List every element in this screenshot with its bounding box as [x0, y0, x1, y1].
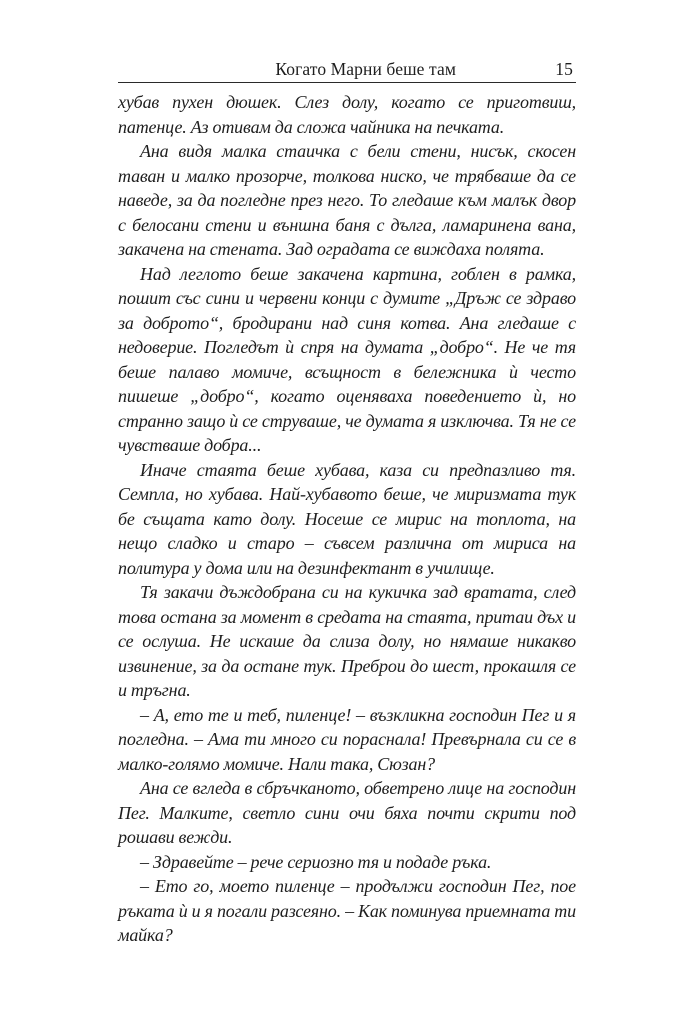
paragraph: Иначе стаята беше хубава, каза си предпазливо тя. Семпла, но хубава. Най-хубавото беше, че миризмата тук бе същата като долу. Носеше се мирис на топлота, на нещо сладко и старо – съвсем различна от мириса на политура у дома или на дезинфектант в училище. — [118, 459, 576, 578]
body-text — [118, 90, 576, 948]
running-head — [118, 58, 576, 83]
paragraph: Ана видя малка стаичка с бели стени, нисък, скосен таван и малко прозорче, толкова ниско, че трябваше да се наведе, за да погледне през него. То гледаше към малък двор с белосани стени и външна баня с дълга, ламаринена вана, закачена на стената. Зад оградата се виждаха полята. — [118, 141, 576, 259]
paragraph: хубав пухен дюшек. Слез долу, когато се приготвиш, патенце. Аз отивам да сложа чайника на печката. — [118, 92, 576, 137]
running-head-title: Когато Марни беше там — [275, 59, 456, 79]
paragraph: Ана се вгледа в сбръчканото, обветрено лице на господин Пег. Малките, светло сини очи бяха почти скрити под рошави вежди. — [118, 778, 576, 847]
paragraph: Тя закачи дъждобрана си на кукичка зад вратата, след това остана за момент в средата на стаята, притаи дъх и се ослуша. Не искаше да слиза долу, но нямаше никакво извинение, за да остане тук. Преброи до шест, прокашля се и тръгна. — [118, 582, 576, 700]
paragraph: – А, ето те и теб, пиленце! – възкликна господин Пег и я погледна. – Ама ти много си пораснала! Превърнала си се в малко-голямо момиче. Нали така, Сюзан? — [118, 704, 576, 774]
page-number: 15 — [555, 59, 573, 79]
paragraph: Над леглото беше закачена картина, гоблен в рамка, пошит със сини и червени конци с думите „Дръж се здраво за доброто“, бродирани над синя котва. Ана гледаше с недоверие. Погледът ѝ спря на думата „добро“. Не че тя беше палаво момиче, всъщност в бележника ѝ често пишеше „добро“, когато оценяваха поведението ѝ, но странно защо ѝ се струваше, че думата я изключва. Тя не се чувстваше добра... — [118, 263, 576, 455]
paragraph: – Здравейте – рече сериозно тя и подаде ръка. — [140, 851, 492, 872]
paragraph: – Ето го, моето пиленце – продължи господин Пег, пое ръката ѝ и я погали разсеяно. – Как поминува приемната ти майка? — [118, 876, 576, 945]
